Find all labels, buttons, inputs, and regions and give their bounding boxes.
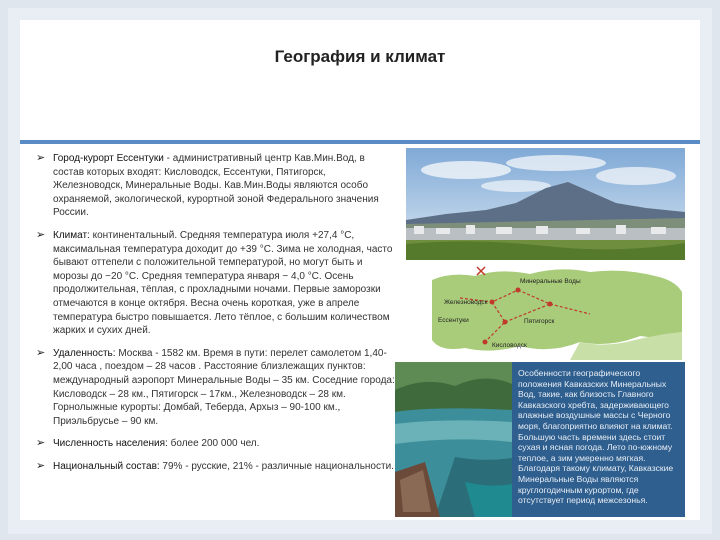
bullet-population	[35, 437, 395, 451]
bullet-text: Москва - 1582 км. Время в пути: перелет самолетом 1,40-2,00 часа , поездом – 28 часов . Расстояние близлежащих пунктов: международный аэропорт Минеральные Воды – 35 км. Соседние города: Кисловодск – 28 км., Пятигорск – 17км., Железноводск – 28 км. Горнолыжные курорты: Домбай, Теберда, Архыз – 90-100 км., Приэльбрусье – 90 км.	[53, 347, 395, 427]
arrow-bullet-icon: ➢	[36, 152, 46, 164]
river-landscape-image	[395, 362, 512, 517]
arrow-bullet-icon: ➢	[36, 346, 46, 359]
bullet-lead: Национальный состав:	[53, 460, 160, 472]
arrow-bullet-icon: ➢	[36, 437, 46, 450]
title-box	[20, 20, 700, 140]
bullet-lead: Климат:	[53, 229, 90, 241]
title-divider	[20, 140, 700, 144]
map-label-pyatigorsk: Пятигорск	[524, 318, 555, 325]
map-label-kislovodsk: Кисловодск	[492, 342, 527, 349]
slide-title: География и климат	[274, 47, 446, 66]
map-label-mineralnye-vody: Минеральные Воды	[520, 278, 581, 285]
bullet-city	[35, 152, 395, 220]
bullet-lead: Город-курорт Ессентуки	[53, 153, 164, 164]
bullet-text: 79% - русские, 21% - различные национальности.	[159, 460, 394, 472]
city-panorama-image	[406, 148, 685, 260]
bullet-list	[35, 152, 395, 482]
region-map	[430, 262, 685, 360]
climate-info-box	[512, 362, 685, 517]
map-label-zheleznovodsk: Железноводск	[444, 299, 488, 306]
bullet-lead: Численность населения:	[53, 438, 168, 450]
bullet-distance	[35, 347, 395, 429]
arrow-bullet-icon: ➢	[36, 459, 46, 472]
bullet-text: - административный центр Кав.Мин.Вод, в состав которых входят: Кисловодск, Ессентуки, Пятигорск, Железноводск, Минеральные Воды. Кав.Мин.Воды являются особо охраняемой, экологической, курортной зоной Федерального значения России.	[53, 153, 379, 219]
map-label-essentuki: Ессентуки	[438, 317, 469, 324]
bullet-nationality	[35, 460, 395, 474]
bullet-climate	[35, 229, 395, 338]
bullet-lead: Удаленность:	[53, 347, 116, 359]
bullet-text: континентальный. Средняя температура июля +27,4 °С, максимальная температура доходит до +39 °С. Зима не холодная, часто бывают оттепели с положительной температурой, но могут быть и морозы до −20 °С. Средняя температура января − 4,0 °С. Осень продолжительная, тёплая, с прохладными ночами. Первые заморозки отмечаются в конце октября. Весна очень короткая, уже в апреле температура быстро повышается. Лето тёплое, с большим количеством жарких и сухих дней.	[53, 229, 393, 337]
arrow-bullet-icon: ➢	[36, 228, 46, 241]
info-text: Особенности географического положения Кавказских Минеральных Вод, такие, как близость Главного Кавказского хребта, задерживающего влажные воздушные массы с Черного моря, благоприятно влияют на климат. Большую часть времени здесь стоит сухая и ясная погода. Лето по-южному теплое, а зим умеренно мягкая. Благодаря такому климату, Кавказские Минеральные Воды являются круглогодичным курортом, где отсутствует период межсезонья.	[518, 368, 674, 506]
bullet-text: более 200 000 чел.	[167, 438, 260, 450]
